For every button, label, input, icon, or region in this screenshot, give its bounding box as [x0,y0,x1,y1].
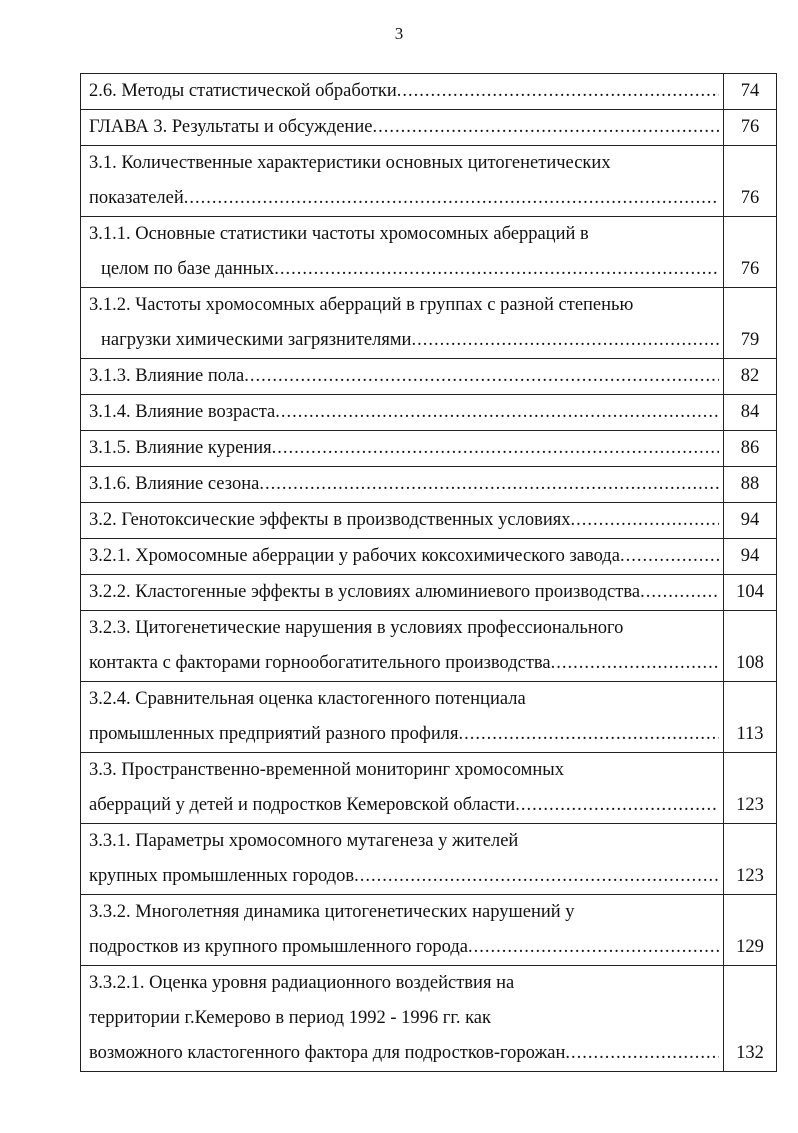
toc-leader-dots [571,503,720,538]
toc-entry-line [89,288,719,323]
toc-page-number: 113 [736,724,764,744]
toc-row [81,110,777,146]
toc-entry-title [81,359,724,395]
toc-leader-dots [354,859,719,894]
toc-entry-text: возможного кластогенного фактора для подростков-горожан [89,1043,566,1063]
toc-leader-dots [551,646,719,681]
toc-entry-line [89,895,719,930]
toc-row [81,682,777,753]
toc-leader-dots [184,181,719,216]
toc-row [81,359,777,395]
toc-entry-line [89,611,719,646]
toc-entry-text: целом по базе данных [101,259,275,279]
toc-entry-line [89,788,719,823]
toc-entry-title [81,682,724,753]
toc-entry-text: 3.2.3. Цитогенетические нарушения в условиях профессионального [89,618,624,638]
toc-entry-title [81,539,724,575]
toc-page-number: 86 [740,438,760,458]
toc-entry-title [81,895,724,966]
toc-entry-title [81,431,724,467]
toc-row [81,288,777,359]
toc-entry-text: показателей [89,188,184,208]
toc-page-number: 123 [736,866,764,886]
toc-entry-text: 3.3.2.1. Оценка уровня радиационного воздействия на [89,973,515,993]
toc-entry-line [89,74,719,109]
toc-entry-line [89,146,719,181]
toc-leader-dots [397,74,719,109]
toc-entry-line [89,217,719,252]
toc-entry-page [724,611,777,682]
toc-entry-line [89,824,719,859]
toc-entry-page [724,895,777,966]
toc-leader-dots [620,539,719,574]
toc-page-number: 94 [740,546,760,566]
toc-row [81,575,777,611]
toc-entry-title [81,395,724,431]
toc-leader-dots [411,323,719,358]
toc-entry-line [89,110,719,145]
toc-row [81,503,777,539]
toc-row [81,611,777,682]
toc-row [81,467,777,503]
toc-leader-dots [259,467,719,502]
toc-entry-line [89,467,719,502]
toc-entry-title [81,611,724,682]
toc-entry-line [89,966,719,1001]
toc-entry-text: 3.1.2. Частоты хромосомных аберраций в группах с разной степенью [89,295,634,315]
toc-entry-page [724,824,777,895]
toc-leader-dots [272,431,719,466]
toc-entry-page [724,288,777,359]
toc-leader-dots [372,110,719,145]
toc-leader-dots [274,252,719,287]
toc-leader-dots [640,575,719,610]
toc-entry-text: 3.3.1. Параметры хромосомного мутагенеза у жителей [89,831,519,851]
toc-entry-text: 3.1.4. Влияние возраста [89,402,276,422]
toc-row [81,146,777,217]
toc-entry-page [724,359,777,395]
toc-row [81,895,777,966]
toc-entry-page [724,682,777,753]
toc-entry-title [81,110,724,146]
toc-body [81,74,777,1072]
toc-entry-text: аберраций у детей и подростков Кемеровской области [89,795,516,815]
toc-entry-line [89,930,719,965]
toc-entry-page [724,217,777,288]
toc-entry-text: подростков из крупного промышленного города [89,937,468,957]
toc-entry-text: 3.2.2. Кластогенные эффекты в условиях алюминиевого производства [89,582,641,602]
toc-entry-title [81,288,724,359]
toc-entry-title [81,217,724,288]
toc-entry-line [89,575,719,610]
toc-entry-text: ГЛАВА 3. Результаты и обсуждение [89,117,373,137]
toc-entry-page [724,74,777,110]
toc-entry-page [724,503,777,539]
toc-leader-dots [515,788,719,823]
toc-entry-text: 3.1.6. Влияние сезона [89,474,260,494]
toc-leader-dots [565,1036,719,1071]
toc-entry-text: промышленных предприятий разного профиля [89,724,459,744]
toc-entry-text: 3.2. Генотоксические эффекты в производственных условиях [89,510,571,530]
toc-entry-text: 3.1.3. Влияние пола [89,366,245,386]
toc-entry-page [724,966,777,1072]
toc-entry-title [81,74,724,110]
toc-entry-text: 3.2.1. Хромосомные аберрации у рабочих коксохимического завода [89,546,620,566]
toc-row [81,966,777,1072]
toc-entry-line [89,395,719,430]
toc-entry-text: 3.2.4. Сравнительная оценка кластогенного потенциала [89,689,526,709]
toc-entry-page [724,467,777,503]
toc-page-number: 74 [740,81,760,101]
toc-page-number: 88 [740,474,760,494]
toc-entry-line [89,181,719,216]
toc-leader-dots [468,930,719,965]
toc-entry-page [724,395,777,431]
table-of-contents [80,73,777,1072]
toc-entry-line [89,359,719,394]
toc-entry-title [81,575,724,611]
toc-entry-page [724,431,777,467]
toc-entry-page [724,146,777,217]
toc-entry-title [81,824,724,895]
toc-leader-dots [275,395,719,430]
toc-entry-page [724,753,777,824]
toc-entry-page [724,575,777,611]
toc-entry-title [81,503,724,539]
toc-entry-line [89,1001,719,1036]
toc-row [81,431,777,467]
toc-page-number: 104 [736,582,764,602]
toc-entry-line [89,717,719,752]
toc-leader-dots [244,359,719,394]
toc-page-number: 108 [736,653,764,673]
toc-entry-text: крупных промышленных городов [89,866,355,886]
toc-row [81,395,777,431]
toc-entry-text: 3.3. Пространственно-временной мониторинг хромосомных [89,760,564,780]
toc-entry-page [724,110,777,146]
toc-row [81,539,777,575]
toc-page-number: 79 [740,330,760,350]
toc-row [81,217,777,288]
toc-page-number: 94 [740,510,760,530]
toc-entry-line [89,431,719,466]
toc-entry-text: 3.1. Количественные характеристики основных цитогенетических [89,153,611,173]
toc-entry-line [89,859,719,894]
toc-row [81,74,777,110]
page-number: 3 [394,24,404,43]
toc-entry-title [81,753,724,824]
toc-row [81,753,777,824]
toc-entry-text: территории г.Кемерово в период 1992 - 1996 гг. как [89,1008,491,1028]
toc-entry-line [89,682,719,717]
toc-page-number: 123 [736,795,764,815]
toc-entry-title [81,146,724,217]
toc-entry-text: 3.1.1. Основные статистики частоты хромосомных аберраций в [89,224,589,244]
toc-entry-line [89,646,719,681]
toc-entry-line [89,539,719,574]
toc-entry-title [81,966,724,1072]
toc-page-number: 84 [740,402,760,422]
toc-entry-line [89,1036,719,1071]
toc-row [81,824,777,895]
toc-page-number: 129 [736,937,764,957]
toc-leader-dots [459,717,719,752]
toc-entry-line [89,753,719,788]
toc-entry-text: нагрузки химическими загрязнителями [101,330,412,350]
toc-entry-text: контакта с факторами горнообогатительного производства [89,653,551,673]
toc-page-number: 76 [740,117,760,137]
toc-page-number: 132 [736,1043,764,1063]
toc-page-number: 76 [740,188,760,208]
toc-entry-line [89,323,719,358]
toc-entry-title [81,467,724,503]
toc-entry-text: 3.1.5. Влияние курения [89,438,272,458]
toc-entry-page [724,539,777,575]
toc-entry-text: 2.6. Методы статистической обработки [89,81,397,101]
toc-page-number: 76 [740,259,760,279]
toc-entry-line [89,252,719,287]
toc-entry-text: 3.3.2. Многолетняя динамика цитогенетических нарушений у [89,902,575,922]
toc-entry-line [89,503,719,538]
toc-page-number: 82 [740,366,760,386]
